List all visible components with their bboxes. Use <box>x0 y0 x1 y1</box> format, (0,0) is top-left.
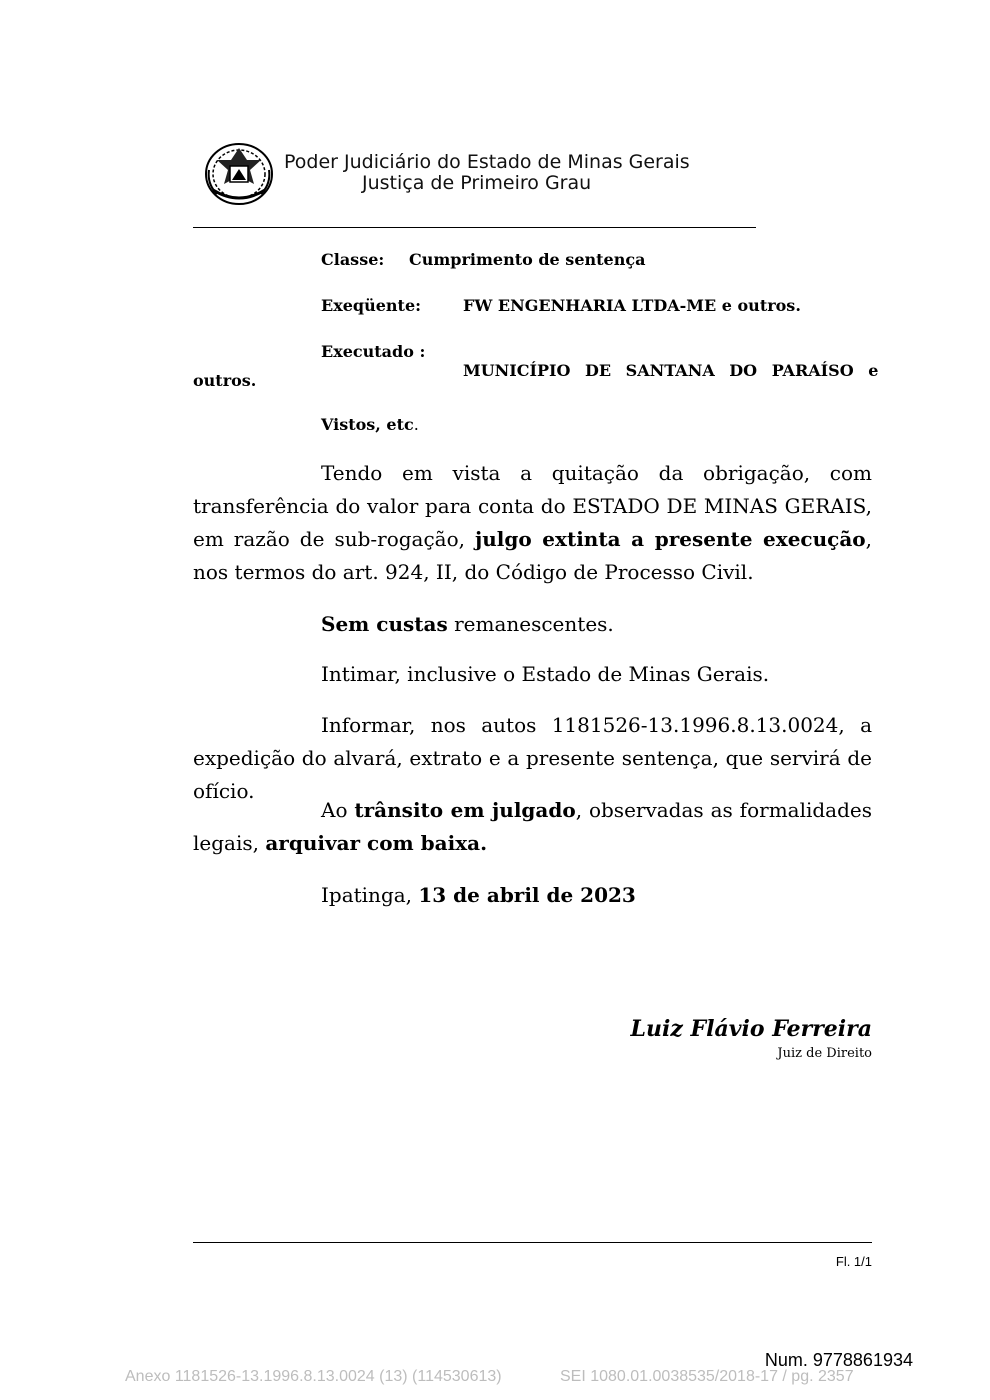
p5-text-c: , observadas as formalidades legais, <box>193 798 872 855</box>
date-line <box>193 879 872 912</box>
executado-value <box>463 361 879 380</box>
executado-label: Executado : <box>321 342 426 361</box>
exequente-label: Exeqüente: <box>321 296 422 315</box>
vistos-text: Vistos, etc <box>321 415 414 434</box>
document-number: Num. 9778861934 <box>764 1350 913 1370</box>
signer-name: Luiz Flávio Ferreira <box>630 1016 872 1042</box>
executado-value-text: MUNICÍPIO DE SANTANA DO PARAÍSO e <box>463 361 879 380</box>
coat-of-arms-icon <box>203 140 275 206</box>
p1-text-c: , nos termos do art. 924, II, do Código de Processo Civil. <box>193 527 872 584</box>
vistos-tail: . <box>413 415 419 434</box>
executado-continuation: outros. <box>193 371 257 390</box>
paragraph-costs <box>193 608 872 641</box>
signer-role: Juiz de Direito <box>777 1046 872 1061</box>
p5-text-a: Ao <box>321 798 355 822</box>
footer-divider <box>193 1242 872 1243</box>
executado-row <box>321 342 879 380</box>
court-instance: Justiça de Primeiro Grau <box>362 172 592 194</box>
paragraph-inform: Informar, nos autos 1181526-13.1996.8.13.0024, a expedição do alvará, extrato e a presente sentença, que servirá de ofício. <box>193 713 872 803</box>
court-name: Poder Judiciário do Estado de Minas Gerais <box>284 151 690 173</box>
p1-text-a: Tendo em vista a quitação da obrigação, com transferência do valor para conta do ESTADO DE MINAS GERAIS, em razão de sub-rogação, <box>193 461 872 551</box>
classe-row <box>321 250 646 269</box>
p5-text-bold-b: arquivar com baixa. <box>265 831 488 855</box>
p5-text-bold-a: trânsito em julgado <box>354 798 576 822</box>
date-value: 13 de abril de 2023 <box>418 883 636 907</box>
vistos <box>321 415 419 434</box>
court-header <box>284 152 690 194</box>
exequente-value: FW ENGENHARIA LTDA-ME e outros. <box>463 296 801 315</box>
classe-value: Cumprimento de sentença <box>409 250 646 269</box>
p2-text: remanescentes. <box>447 612 614 636</box>
p1-text-bold: julgo extinta a presente execução <box>475 527 866 551</box>
date-place: Ipatinga, <box>321 883 419 907</box>
exequente-row <box>321 296 801 315</box>
p2-text-bold: Sem custas <box>321 612 448 636</box>
paragraph-decision <box>193 457 872 589</box>
classe-label: Classe: <box>321 250 385 269</box>
paragraph-archive <box>193 794 872 860</box>
sei-reference: SEI 1080.01.0038535/2018-17 / pg. 2357 <box>560 1368 854 1385</box>
paragraph-notify: Intimar, inclusive o Estado de Minas Gerais. <box>321 662 770 686</box>
folio: Fl. 1/1 <box>835 1254 872 1269</box>
header-divider <box>193 227 756 228</box>
annex-reference: Anexo 1181526-13.1996.8.13.0024 (13) (114530613) <box>125 1368 502 1385</box>
